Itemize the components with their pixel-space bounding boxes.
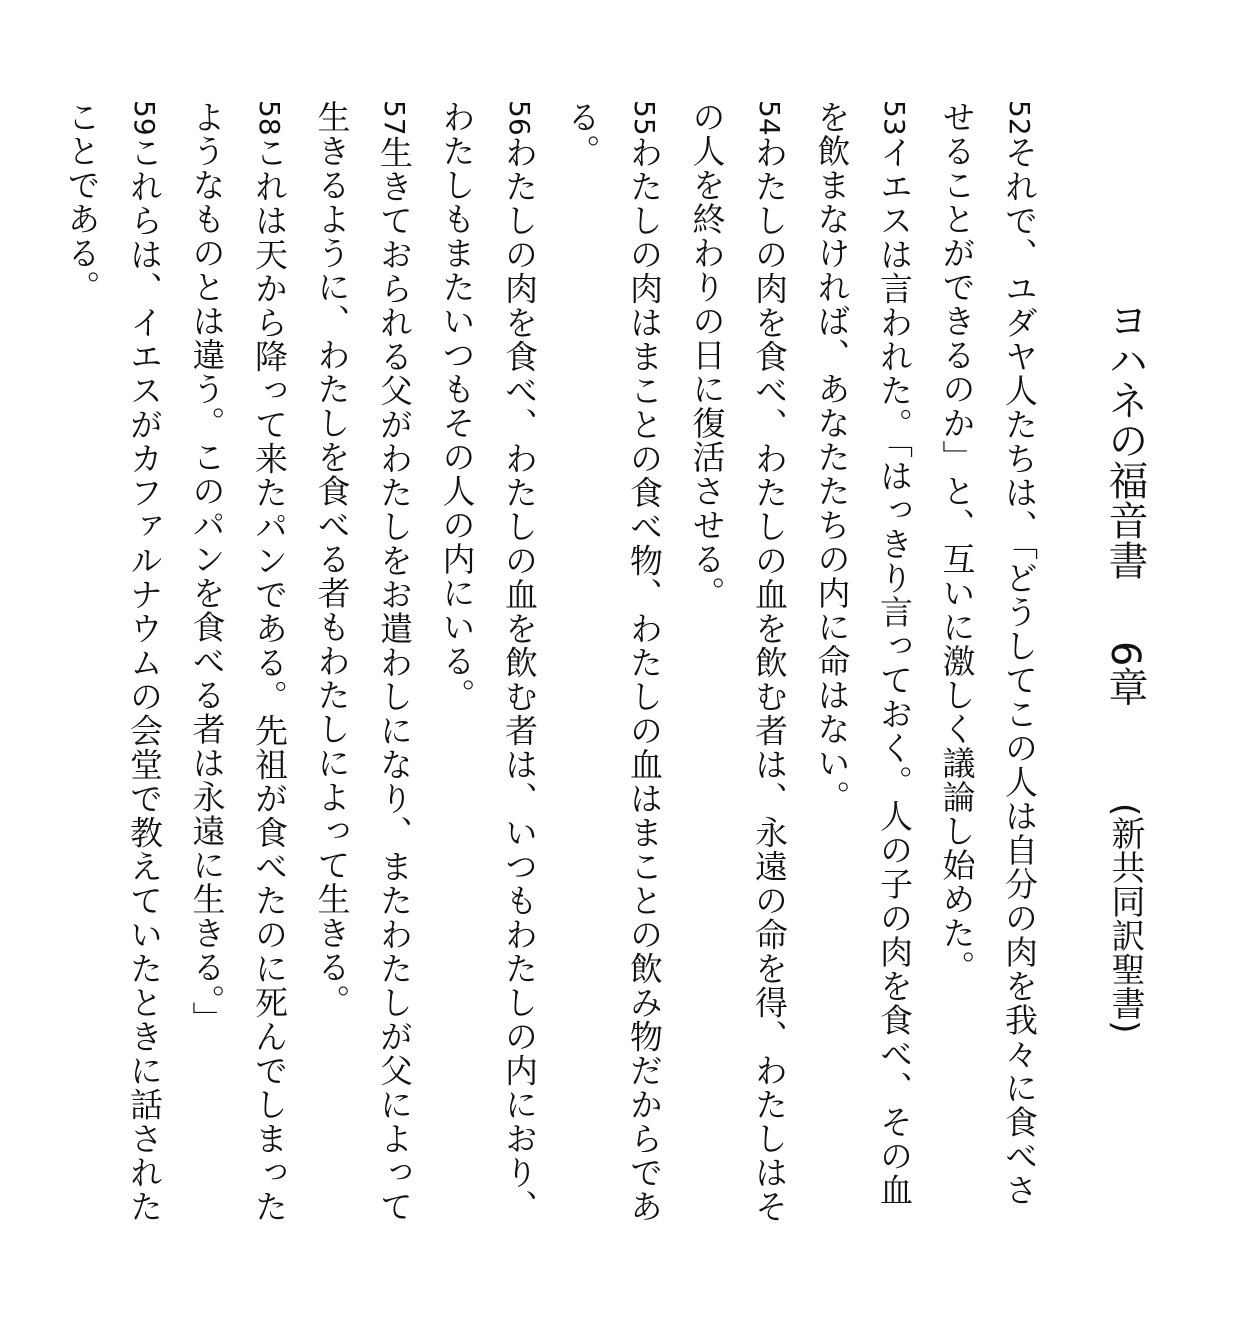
verse-text: わたしの肉はまことの食べ物、わたしの血はまことの飲み物だからである。 [562, 100, 664, 1224]
verse-57 [300, 100, 425, 1230]
verse-text: 生きておられる父がわたしをお遣わしになり、またわたしが父によって生きるように、わたしを食べる者もわたしによって生きる。 [312, 100, 414, 1224]
verse-55 [550, 100, 675, 1230]
verse-58 [175, 100, 300, 1230]
book-title: ヨハネの福音書 [1102, 300, 1148, 580]
verse-text: それで、ユダヤ人たちは、「どうしてこの人は自分の肉を我々に食べさせることができるのか」と、互いに激しく議論し始めた。 [937, 100, 1039, 1208]
verse-number: 54 [753, 100, 786, 136]
verse-text: これは天から降って来たパンである。先祖が食べたのに死んでしまったようなものとは違う。このパンを食べる者は永遠に生きる。」 [187, 100, 289, 1224]
verse-number: 56 [503, 100, 536, 136]
verse-text: イエスは言われた。「はっきり言っておく。人の子の肉を食べ、その血を飲まなければ、あなたたちの内に命はない。 [812, 100, 914, 1208]
chapter-label: 6章 [1102, 640, 1148, 707]
verse-number: 53 [878, 100, 911, 136]
verse-54 [675, 100, 800, 1230]
verse-59 [50, 100, 175, 1230]
verse-52 [925, 100, 1050, 1230]
title-block [1095, 300, 1155, 1060]
verse-number: 57 [378, 100, 411, 136]
edition-label: (新共同訳聖書) [1105, 802, 1145, 1034]
verse-number: 55 [628, 100, 661, 136]
verse-body [50, 100, 1050, 1230]
verse-text: わたしの肉を食べ、わたしの血を飲む者は、いつもわたしの内におり、わたしもまたいつもその人の内にいる。 [437, 100, 539, 1224]
verse-53 [800, 100, 925, 1230]
verse-56 [425, 100, 550, 1230]
verse-number: 59 [128, 100, 161, 136]
verse-text: これらは、イエスがカファルナウムの会堂で教えていたときに話されたことである。 [62, 100, 164, 1224]
verse-text: わたしの肉を食べ、わたしの血を飲む者は、永遠の命を得、わたしはその人を終わりの日に復活させる。 [687, 100, 789, 1224]
verse-number: 58 [253, 100, 286, 136]
verse-number: 52 [1003, 100, 1036, 136]
